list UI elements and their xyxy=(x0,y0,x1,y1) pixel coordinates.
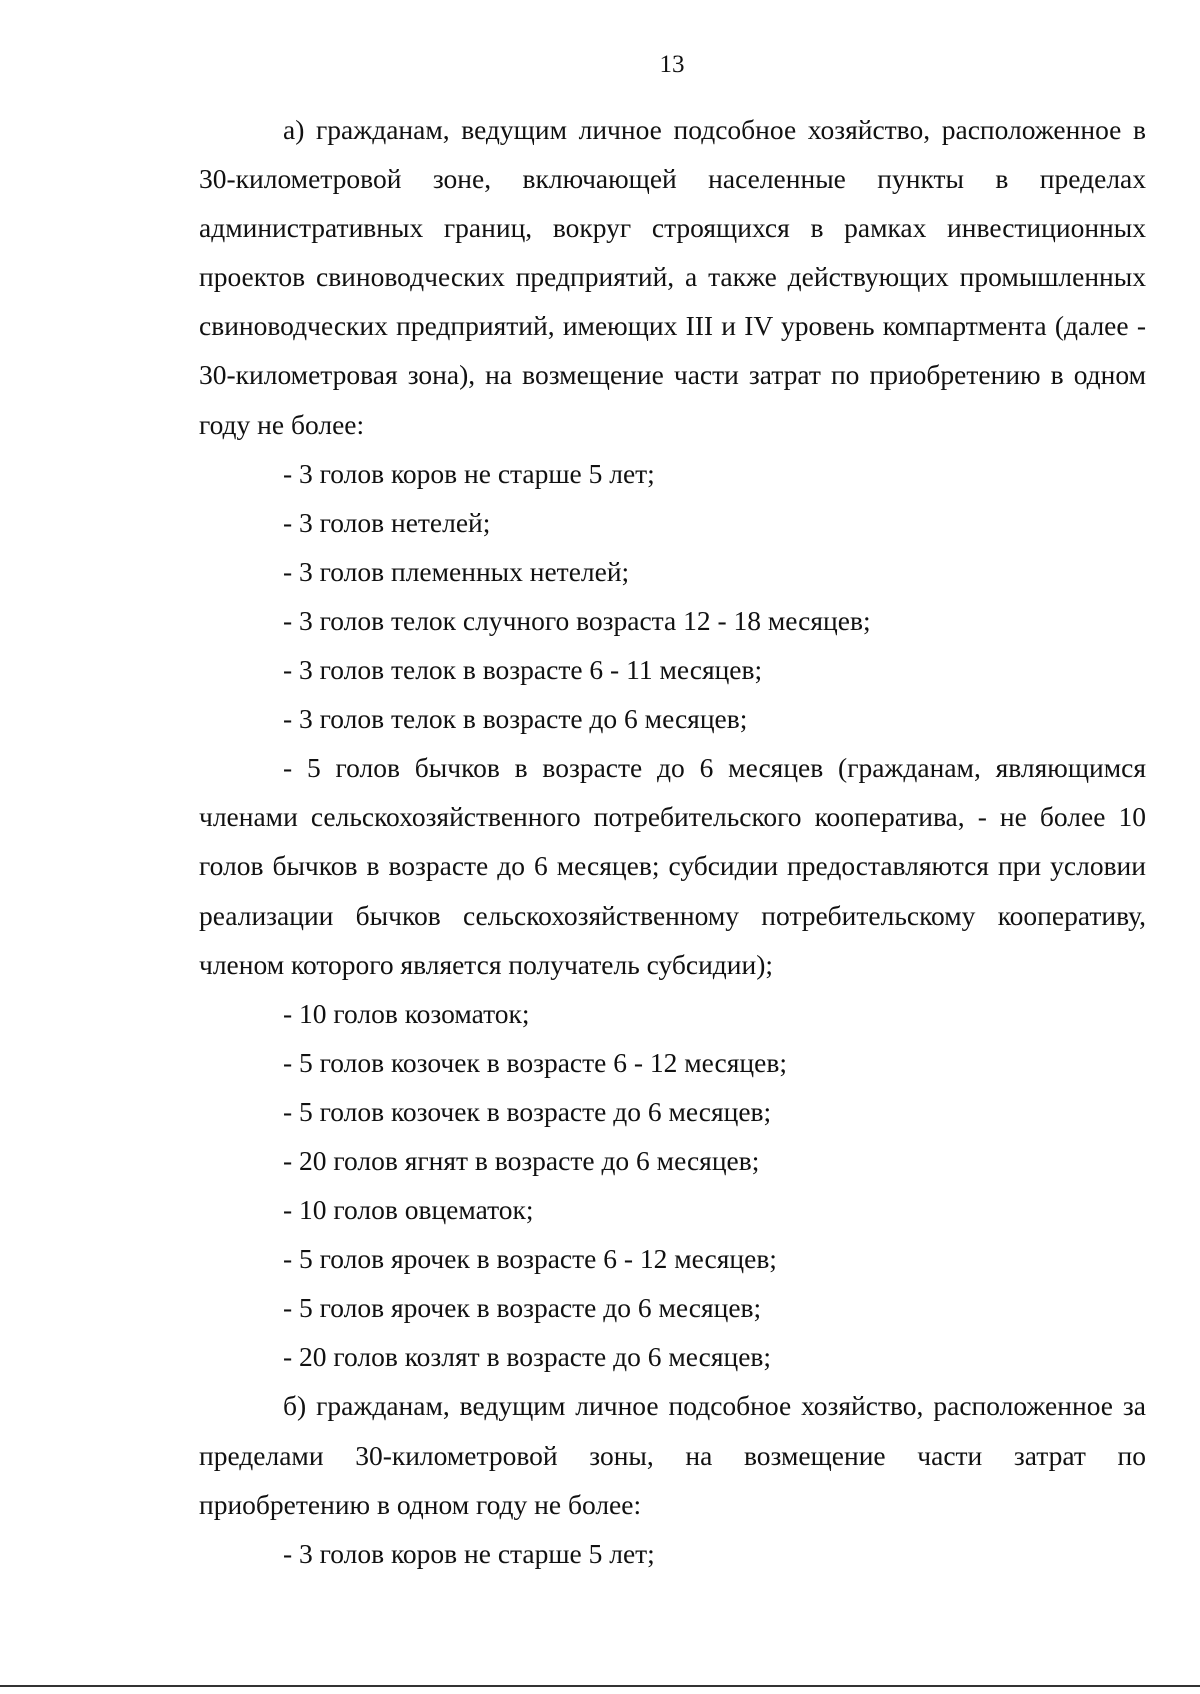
list-item: - 3 голов коров не старше 5 лет; xyxy=(283,1537,655,1569)
list-item: - 3 голов племенных нетелей; xyxy=(283,555,630,587)
list-item: - 5 голов бычков в возрасте до 6 месяцев (гражданам, являющимся членами сельскохозяйственного потребительского кооператива, - не более 10 голов бычков в возрасте до 6 месяцев; субсидии предоставляются при условии реализации бычков сельскохозяйственному потребительскому кооперативу, членом которого является получатель субсидии); xyxy=(199,752,1146,980)
list-item: - 5 голов ярочек в возрасте до 6 месяцев; xyxy=(283,1292,762,1324)
list-item: - 3 голов нетелей; xyxy=(283,506,491,538)
list-item: - 20 голов козлят в возрасте до 6 месяцев; xyxy=(283,1341,772,1373)
paragraph-a: а) гражданам, ведущим личное подсобное хозяйство, расположенное в 30-километровой зоне, включающей населенные пункты в пределах административных границ, вокруг строящихся в рамках инвестиционных проектов свиноводческих предприятий, а также действующих промышленных свиноводческих предприятий, имеющих III и IV уровень компартмента (далее - 30-километровая зона), на возмещение части затрат по приобретению в одном году не более: xyxy=(199,114,1146,440)
bottom-rule xyxy=(0,1685,1200,1687)
list-item: - 20 голов ягнят в возрасте до 6 месяцев; xyxy=(283,1144,760,1176)
document-body xyxy=(199,105,1146,1578)
page-number: 13 xyxy=(659,51,685,78)
list-item: - 10 голов козоматок; xyxy=(283,997,530,1029)
list-item: - 3 голов коров не старше 5 лет; xyxy=(283,457,655,489)
list-item: - 5 голов козочек в возрасте 6 - 12 месяцев; xyxy=(283,1046,787,1078)
paragraph-b: б) гражданам, ведущим личное подсобное хозяйство, расположенное за пределами 30-километровой зоны, на возмещение части затрат по приобретению в одном году не более: xyxy=(199,1390,1146,1520)
list-item: - 3 голов телок случного возраста 12 - 18 месяцев; xyxy=(283,604,871,636)
list-item: - 10 голов овцематок; xyxy=(283,1194,534,1226)
list-item: - 3 голов телок в возрасте до 6 месяцев; xyxy=(283,703,748,735)
list-item: - 5 голов козочек в возрасте до 6 месяцев; xyxy=(283,1095,772,1127)
list-item: - 5 голов ярочек в возрасте 6 - 12 месяцев; xyxy=(283,1243,777,1275)
list-item: - 3 голов телок в возрасте 6 - 11 месяцев; xyxy=(283,654,763,686)
